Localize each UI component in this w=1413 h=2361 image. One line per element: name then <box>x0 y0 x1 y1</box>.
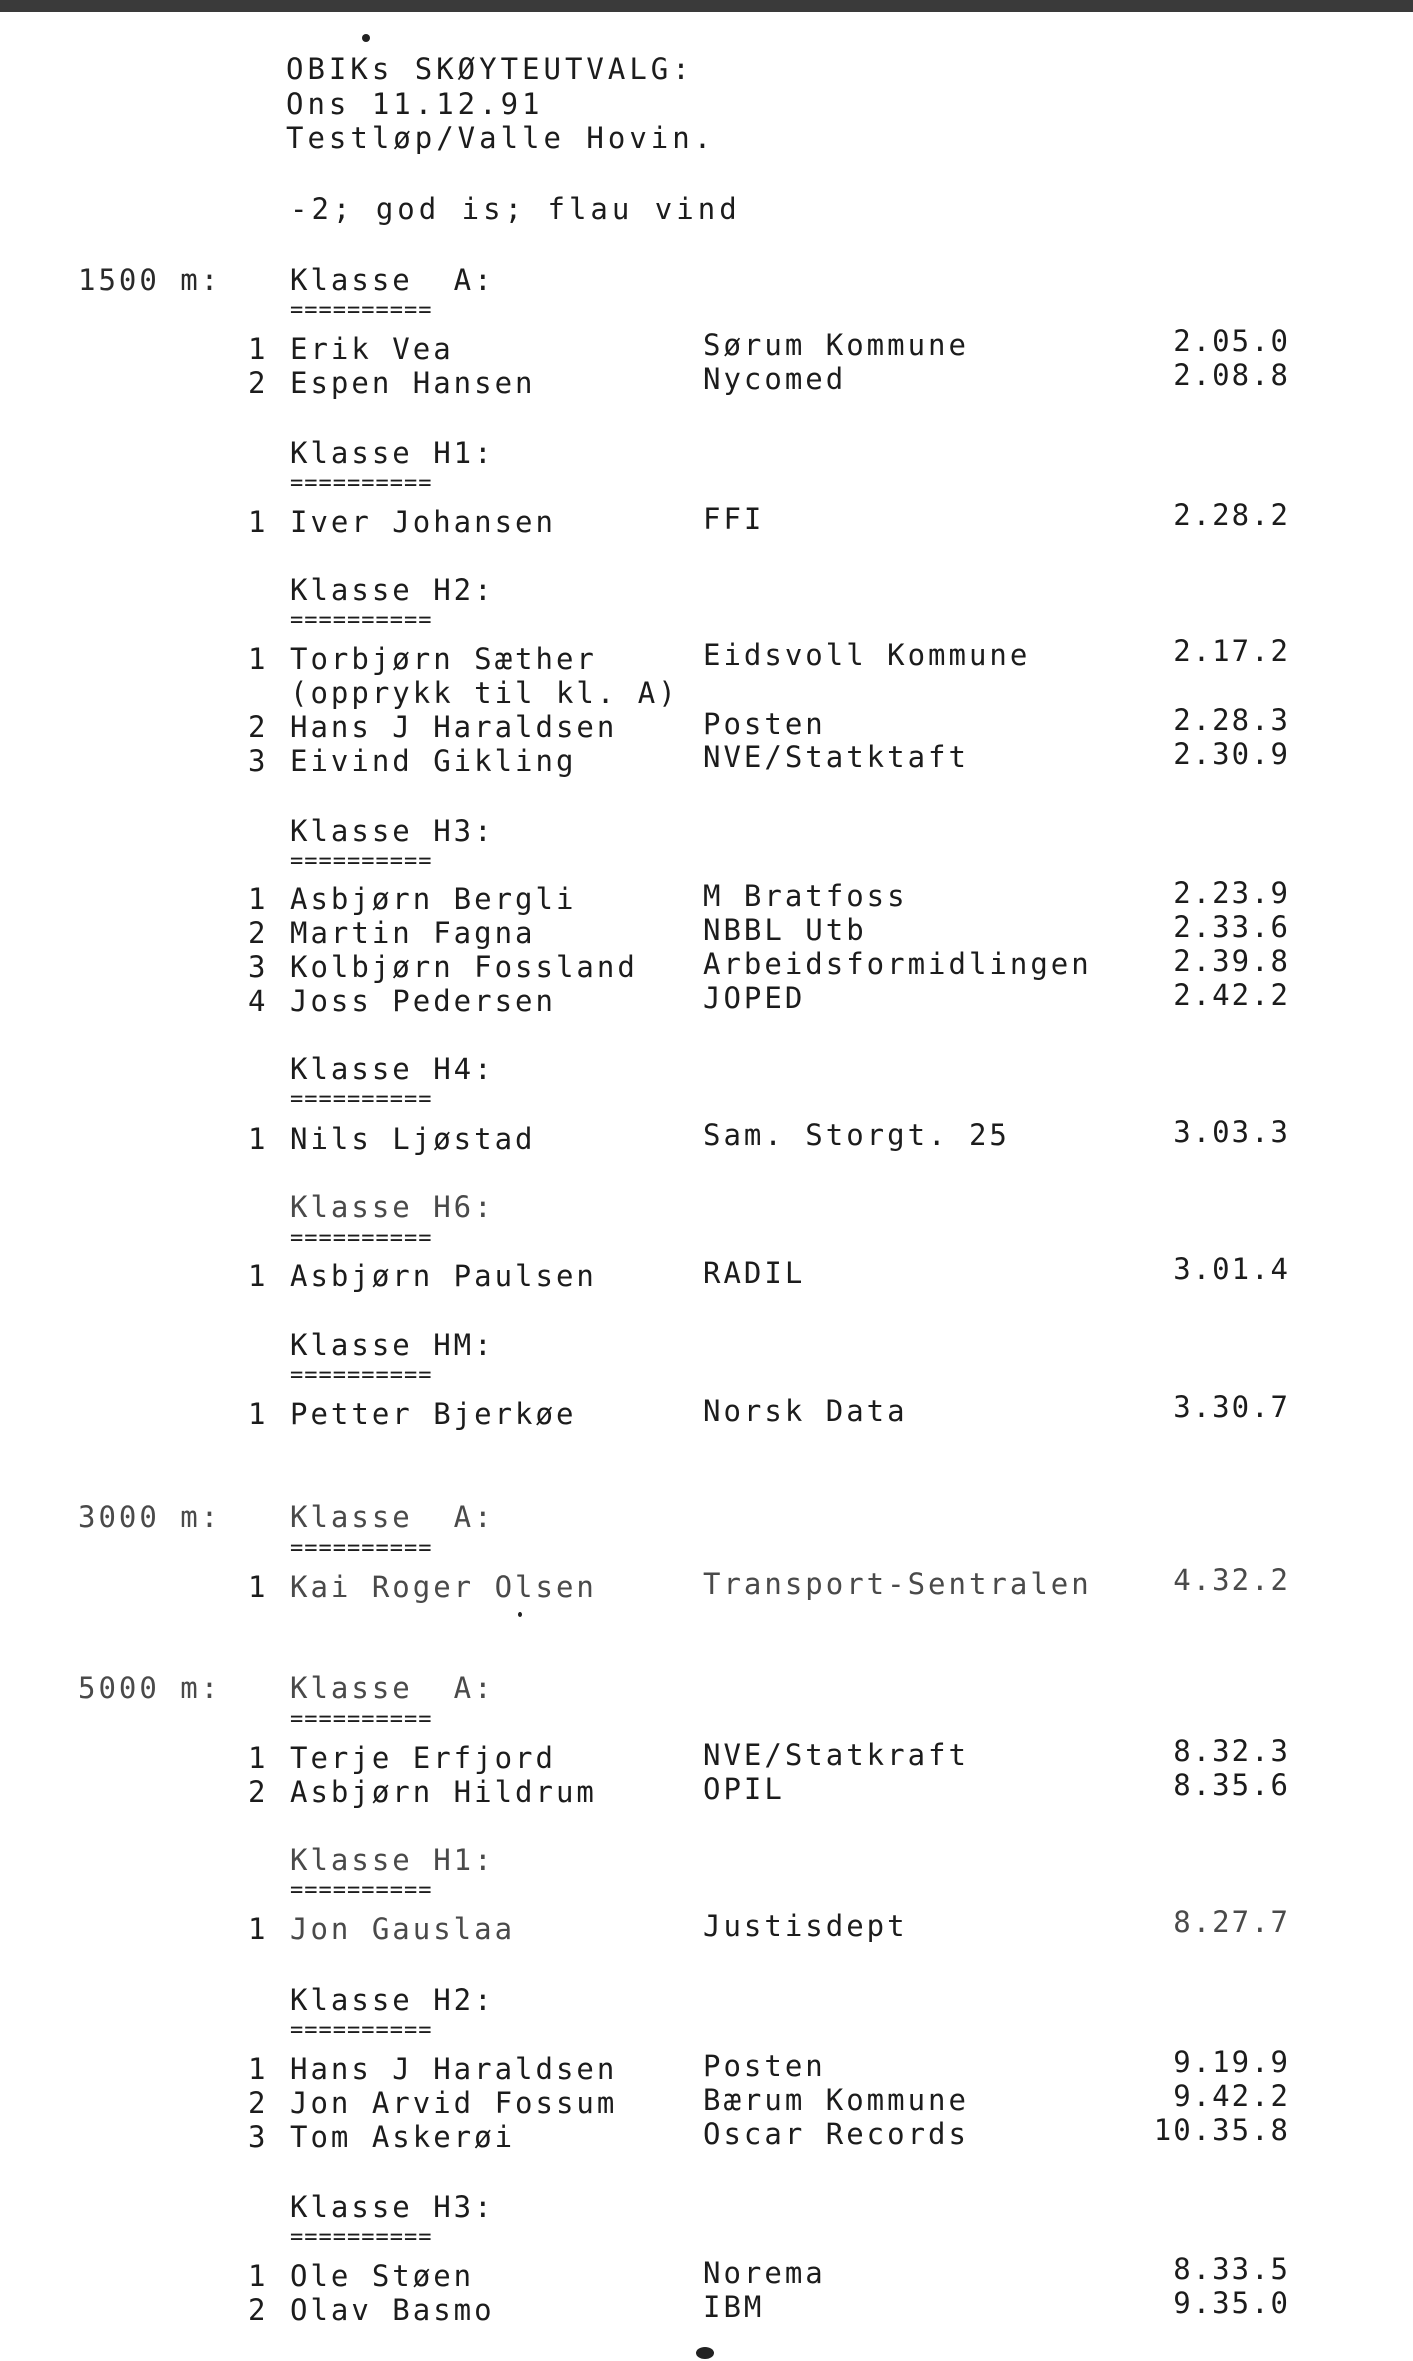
class-heading: Klasse A: <box>290 1671 495 1705</box>
result-time: 2.33.6 <box>1173 910 1290 944</box>
class-heading: Klasse H3: <box>290 814 495 848</box>
result-place: 1 <box>248 1741 269 1775</box>
result-name: Asbjørn Hildrum <box>290 1775 597 1809</box>
result-time: 2.30.9 <box>1173 737 1290 771</box>
result-time: 8.35.6 <box>1173 1768 1290 1802</box>
result-club: NVE/Statktaft <box>703 740 969 774</box>
result-place: 1 <box>248 2052 269 2086</box>
result-time: 2.28.2 <box>1173 498 1290 532</box>
result-club: Posten <box>703 2049 826 2083</box>
class-underline: ========== <box>290 608 433 633</box>
result-place: 1 <box>248 1912 269 1946</box>
result-place: 4 <box>248 984 269 1018</box>
result-place: 2 <box>248 1775 269 1809</box>
class-heading: Klasse H2: <box>290 573 495 607</box>
class-heading: Klasse HM: <box>290 1328 495 1362</box>
class-underline: ========== <box>290 471 433 496</box>
result-club: Sørum Kommune <box>703 328 969 362</box>
result-club: Justisdept <box>703 1909 908 1943</box>
result-place: 2 <box>248 916 269 950</box>
result-club: OPIL <box>703 1772 785 1806</box>
distance-label: 3000 m: <box>78 1500 222 1534</box>
class-heading: Klasse H1: <box>290 1843 495 1877</box>
result-name: Nils Ljøstad <box>290 1122 536 1156</box>
result-name: Asbjørn Bergli <box>290 882 577 916</box>
result-club: FFI <box>703 502 765 536</box>
result-time: 2.17.2 <box>1173 634 1290 668</box>
class-underline: ========== <box>290 1087 433 1112</box>
header-event: Testløp/Valle Hovin. <box>286 121 716 155</box>
result-time: 3.30.7 <box>1173 1390 1290 1424</box>
result-place: 2 <box>248 366 269 400</box>
result-time: 3.03.3 <box>1173 1115 1290 1149</box>
result-time: 9.19.9 <box>1173 2045 1290 2079</box>
class-underline: ========== <box>290 1226 433 1251</box>
class-underline: ========== <box>290 849 433 874</box>
result-name: Ole Støen <box>290 2259 475 2293</box>
header-organizer: OBIKs SKØYTEUTVALG: <box>286 52 694 86</box>
result-place: 1 <box>248 882 269 916</box>
distance-label: 1500 m: <box>78 263 222 297</box>
result-club: Posten <box>703 707 826 741</box>
result-place: 2 <box>248 2293 269 2327</box>
result-club: NVE/Statkraft <box>703 1738 969 1772</box>
result-name: Asbjørn Paulsen <box>290 1259 597 1293</box>
header-date: Ons 11.12.91 <box>286 87 544 121</box>
result-name: Martin Fagna <box>290 916 536 950</box>
result-club: Sam. Storgt. 25 <box>703 1118 1010 1152</box>
result-club: JOPED <box>703 981 806 1015</box>
result-place: 1 <box>248 1122 269 1156</box>
class-underline: ========== <box>290 1707 433 1732</box>
class-heading: Klasse H2: <box>290 1983 495 2017</box>
result-name: Jon Arvid Fossum <box>290 2086 618 2120</box>
result-time: 8.32.3 <box>1173 1734 1290 1768</box>
result-name: Terje Erfjord <box>290 1741 556 1775</box>
result-club: M Bratfoss <box>703 879 908 913</box>
result-club: Nycomed <box>703 362 847 396</box>
result-name: Espen Hansen <box>290 366 536 400</box>
result-club: Norsk Data <box>703 1394 908 1428</box>
result-time: 10.35.8 <box>1153 2113 1290 2147</box>
class-underline: ========== <box>290 2018 433 2043</box>
ink-speck <box>518 1612 522 1617</box>
result-time: 4.32.2 <box>1173 1563 1290 1597</box>
result-place: 1 <box>248 1397 269 1431</box>
result-place: 1 <box>248 642 269 676</box>
class-heading: Klasse H3: <box>290 2190 495 2224</box>
header-conditions: -2; god is; flau vind <box>290 192 741 226</box>
class-heading: Klasse A: <box>290 263 495 297</box>
class-underline: ========== <box>290 2225 433 2250</box>
class-heading: Klasse H1: <box>290 436 495 470</box>
distance-label: 5000 m: <box>78 1671 222 1705</box>
class-heading: Klasse A: <box>290 1500 495 1534</box>
result-time: 9.42.2 <box>1173 2079 1290 2113</box>
result-note-text: (opprykk til kl. A) <box>290 676 679 710</box>
class-heading: Klasse H4: <box>290 1052 495 1086</box>
result-place: 2 <box>248 710 269 744</box>
result-name: Petter Bjerkøe <box>290 1397 577 1431</box>
result-time: 3.01.4 <box>1173 1252 1290 1286</box>
class-underline: ========== <box>290 1878 433 1903</box>
result-time: 9.35.0 <box>1173 2286 1290 2320</box>
result-name: Torbjørn Sæther <box>290 642 597 676</box>
result-time: 2.42.2 <box>1173 978 1290 1012</box>
result-time: 2.39.8 <box>1173 944 1290 978</box>
class-heading: Klasse H6: <box>290 1190 495 1224</box>
result-place: 2 <box>248 2086 269 2120</box>
class-underline: ========== <box>290 1363 433 1388</box>
result-name: Jon Gauslaa <box>290 1912 516 1946</box>
result-club: Bærum Kommune <box>703 2083 969 2117</box>
result-club: NBBL Utb <box>703 913 867 947</box>
ink-speck <box>696 2347 714 2359</box>
result-club: Norema <box>703 2256 826 2290</box>
result-club: Eidsvoll Kommune <box>703 638 1031 672</box>
result-name: Kolbjørn Fossland <box>290 950 638 984</box>
result-time: 2.05.0 <box>1173 324 1290 358</box>
result-name: Joss Pedersen <box>290 984 556 1018</box>
result-place: 1 <box>248 1259 269 1293</box>
result-club: IBM <box>703 2290 765 2324</box>
result-name: Erik Vea <box>290 332 454 366</box>
result-name: Kai Roger Olsen <box>290 1570 597 1604</box>
result-time: 8.27.7 <box>1173 1905 1290 1939</box>
result-name: Hans J Haraldsen <box>290 2052 618 2086</box>
result-time: 8.33.5 <box>1173 2252 1290 2286</box>
result-time: 2.28.3 <box>1173 703 1290 737</box>
result-time: 2.08.8 <box>1173 358 1290 392</box>
result-place: 3 <box>248 2120 269 2154</box>
result-time: 2.23.9 <box>1173 876 1290 910</box>
result-place: 1 <box>248 2259 269 2293</box>
class-underline: ========== <box>290 1536 433 1561</box>
result-name: Eivind Gikling <box>290 744 577 778</box>
result-club: Arbeidsformidlingen <box>703 947 1092 981</box>
result-club: Oscar Records <box>703 2117 969 2151</box>
result-place: 1 <box>248 332 269 366</box>
result-place: 1 <box>248 1570 269 1604</box>
result-name: Iver Johansen <box>290 505 556 539</box>
result-place: 3 <box>248 744 269 778</box>
result-club: Transport-Sentralen <box>703 1567 1092 1601</box>
result-club: RADIL <box>703 1256 806 1290</box>
result-name: Hans J Haraldsen <box>290 710 618 744</box>
result-name: Olav Basmo <box>290 2293 495 2327</box>
class-underline: ========== <box>290 298 433 323</box>
result-place: 1 <box>248 505 269 539</box>
result-place: 3 <box>248 950 269 984</box>
result-name: Tom Askerøi <box>290 2120 516 2154</box>
